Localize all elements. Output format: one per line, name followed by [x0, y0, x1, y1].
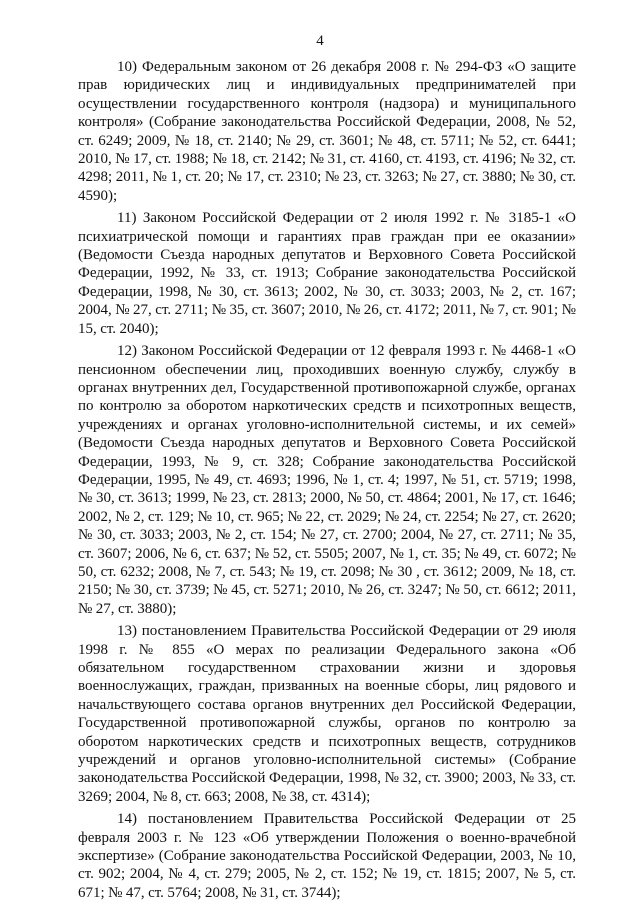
list-item-10: 10) Федеральным законом от 26 декабря 2008 г. № 294-ФЗ «О защите прав юридических лиц и индивидуальных предпринимателей при осуществлении государственного контроля (надзора) и муниципального контроля» (Собрание законодательства Российской Федерации, 2008, № 52, ст. 6249; 2009, № 18, ст. 2140; № 29, ст. 3601; № 48, ст. 5711; № 52, ст. 6441; 2010, № 17, ст. 1988; № 18, ст. 2142; № 31, ст. 4160, ст. 4193, ст. 4196; № 32, ст. 4298; 2011, № 1, ст. 20; № 17, ст. 2310; № 23, ст. 3263; № 27, ст. 3880; № 30, ст. 4590);	[78, 59, 576, 204]
list-item-12: 12) Законом Российской Федерации от 12 февраля 1993 г. № 4468-1 «О пенсионном обеспечении лиц, проходивших военную службу, службу в органах внутренних дел, Государственной противопожарной службе, органах по контролю за оборотом наркотических средств и психотропных веществ, учреждениях и органах уголовно-исполнительной системы, и их семей» (Ведомости Съезда народных депутатов и Верховного Совета Российской Федерации, 1993, № 9, ст. 328; Собрание законодательства Российской Федерации, 1995, № 49, ст. 4693; 1996, № 1, ст. 4; 1997, № 51, ст. 5719; 1998, № 30, ст. 3613; 1999, № 23, ст. 2813; 2000, № 50, ст. 4864; 2001, № 17, ст. 1646; 2002, № 2, ст. 129; № 10, ст. 965; № 22, ст. 2029; № 24, ст. 2254; № 27, ст. 2620; № 30, ст. 3033; 2003, № 2, ст. 154; № 27, ст. 2700; 2004, № 27, ст. 2711; № 35, ст. 3607; 2006, № 6, ст. 637; № 52, ст. 5505; 2007, № 1, ст. 35; № 49, ст. 6072; № 50, ст. 6232; 2008, № 7, ст. 543; № 19, ст. 2098; № 30 , ст. 3612; 2009, № 18, ст. 2150; № 30, ст. 3739; № 45, ст. 5271; 2010, № 26, ст. 3247; № 50, ст. 6612; 2011, № 27, ст. 3880);	[78, 343, 576, 617]
list-item-11: 11) Законом Российской Федерации от 2 июля 1992 г. № 3185-1 «О психиатрической помощи и гарантиях прав граждан при ее оказании» (Ведомости Съезда народных депутатов и Верховного Совета Российской Федерации, 1992, № 33, ст. 1913; Собрание законодательства Российской Федерации, 1998, № 30, ст. 3613; 2002, № 30, ст. 3033; 2003, № 2, ст. 167; 2004, № 27, ст. 2711; № 35, ст. 3607; 2010, № 26, ст. 4172; 2011, № 7, ст. 901; № 15, ст. 2040);	[78, 210, 576, 337]
list-item-13: 13) постановлением Правительства Российской Федерации от 29 июля 1998 г. № 855 «О мерах по реализации Федерального закона «Об обязательном государственном страховании жизни и здоровья военнослужащих, граждан, призванных на военные сборы, лиц рядового и начальствующего состава органов внутренних дел Российской Федерации, Государственной противопожарной службы, органов по контролю за оборотом наркотических средств и психотропных веществ, сотрудников учреждений и органов уголовно-исполнительной системы» (Собрание законодательства Российской Федерации, 1998, № 32, ст. 3900; 2003, № 33, ст. 3269; 2004, № 8, ст. 663; 2008, № 38, ст. 4314);	[78, 623, 576, 805]
document-body	[78, 58, 576, 906]
page-number: 4	[316, 33, 324, 49]
list-item-14: 14) постановлением Правительства Российской Федерации от 25 февраля 2003 г. № 123 «Об утверждении Положения о военно-врачебной экспертизе» (Собрание законодательства Российской Федерации, 2003, № 10, ст. 902; 2004, № 4, ст. 279; 2005, № 2, ст. 152; № 19, ст. 1815; 2007, № 5, ст. 671; № 47, ст. 5764; 2008, № 31, ст. 3744);	[78, 811, 576, 901]
